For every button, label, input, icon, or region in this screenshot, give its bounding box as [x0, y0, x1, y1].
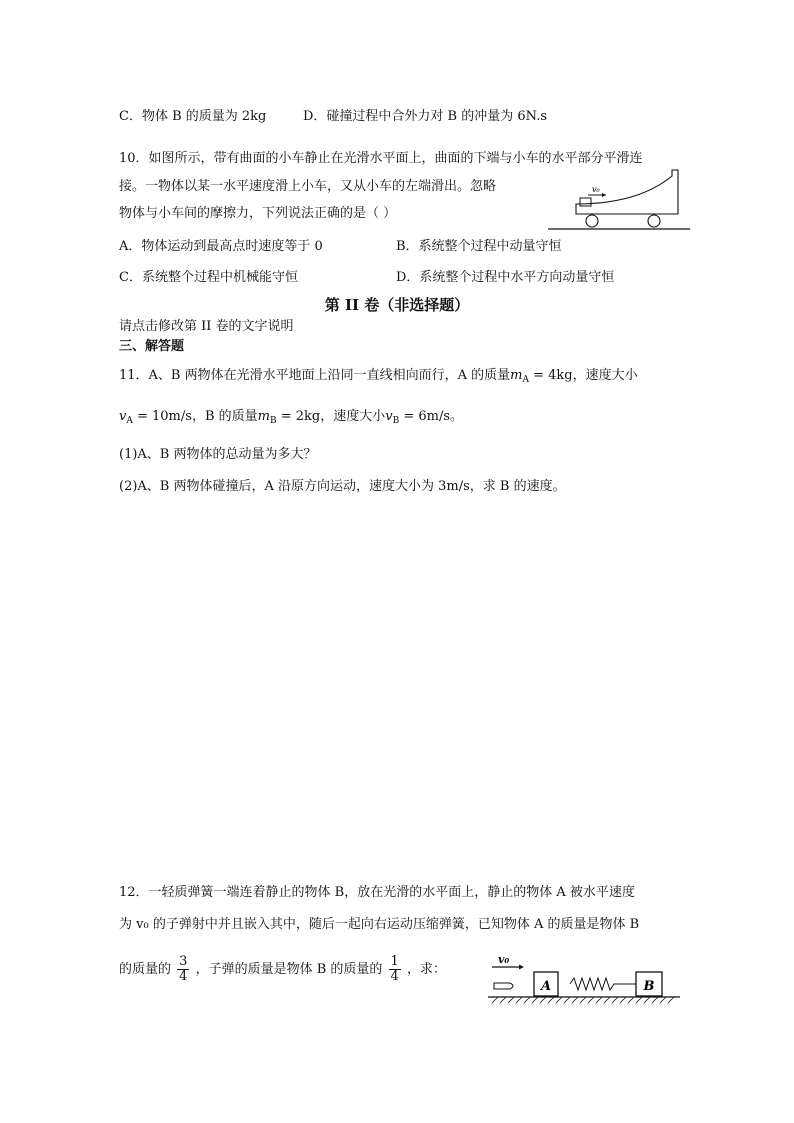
figure-v0-label: v₀ [592, 185, 600, 194]
section2-title: 第 II 卷（非选择题） [324, 296, 470, 314]
value: = 10m/s [132, 409, 192, 424]
q12-stem-line1: 12．一轻质弹簧一端连着静止的物体 B，放在光滑的水平面上，静止的物体 A 被水平速度 [119, 885, 635, 900]
q11-stem-line1 [119, 367, 638, 389]
value: = 4kg [528, 368, 573, 383]
symbol-m: m [510, 368, 523, 383]
q11-text: ，速度大小 [572, 368, 638, 383]
q11-text: ，B 的质量 [191, 409, 258, 424]
arrowhead-icon [602, 193, 606, 197]
symbol-v: v [119, 409, 127, 424]
q12-text: ，求： [406, 962, 446, 977]
q10-option-c: C．系统整个过程中机械能守恒 [119, 270, 298, 285]
q10-stem-line3: 物体与小车间的摩擦力，下列说法正确的是（ ） [119, 206, 397, 221]
wheel-right [648, 215, 660, 227]
q11-text: 11．A、B 两物体在光滑水平地面上沿同一直线相向而行，A 的质量 [119, 368, 511, 383]
ground-hatching [492, 997, 674, 1003]
q11-text: ，速度大小 [320, 409, 386, 424]
small-block [580, 198, 591, 206]
q12-text: 的质量的 [119, 962, 172, 977]
value: = 6m/s [399, 409, 451, 424]
bullet-icon [494, 983, 513, 989]
numerator: 1 [390, 954, 399, 969]
q10-option-a: A．物体运动到最高点时速度等于 0 [119, 239, 323, 254]
q11-sub2: (2)A、B 两物体碰撞后，A 沿原方向运动，速度大小为 3m/s，求 B 的速度。 [119, 479, 566, 494]
subscript: B [269, 416, 277, 426]
q12-text: ，子弹的质量是物体 B 的质量的 [195, 962, 383, 977]
wheel-left [586, 215, 598, 227]
spring-icon [570, 978, 636, 990]
q10-option-b: B．系统整个过程中动量守恒 [396, 239, 562, 254]
subscript: A [522, 375, 529, 385]
q12-stem-line3 [119, 955, 446, 984]
fraction-3-4 [177, 955, 189, 984]
block-a-label: A [540, 979, 552, 994]
symbol-v: v [385, 409, 393, 424]
value: = 2kg [276, 409, 321, 424]
q10-stem-line2: 接。一物体以某一水平速度滑上小车，又从小车的左端滑出。忽略 [119, 179, 497, 194]
denominator: 4 [179, 969, 188, 984]
subscript: A [126, 416, 133, 426]
part3-heading: 三、解答题 [119, 339, 185, 354]
q11-sub1: (1)A、B 两物体的总动量为多大？ [119, 447, 317, 462]
q11-text: 。 [450, 409, 464, 424]
section2-note: 请点击修改第 II 卷的文字说明 [119, 319, 294, 334]
q9-option-c: C．物体 B 的质量为 2kg [119, 109, 267, 124]
bullet-spring-figure [486, 950, 682, 1010]
arrowhead-icon [519, 965, 524, 970]
symbol-m: m [257, 409, 270, 424]
block-b-label: B [643, 979, 655, 994]
q9-option-d: D．碰撞过程中合外力对 B 的冲量为 6N.s [303, 109, 547, 124]
denominator: 4 [390, 969, 399, 984]
subscript: B [392, 416, 400, 426]
q11-stem-line2 [119, 408, 463, 430]
numerator: 3 [179, 954, 188, 969]
q12-stem-line2: 为 v₀ 的子弹射中并且嵌入其中，随后一起向右运动压缩弹簧，已知物体 A 的质量是物体 B [119, 917, 640, 932]
fraction-1-4 [389, 955, 401, 984]
q10-stem-line1: 10．如图所示，带有曲面的小车静止在光滑水平面上，曲面的下端与小车的水平部分平滑连 [119, 151, 643, 166]
figure-v0-label: v₀ [498, 953, 510, 966]
cart-figure [548, 168, 690, 232]
q10-option-d: D．系统整个过程中水平方向动量守恒 [396, 270, 615, 285]
